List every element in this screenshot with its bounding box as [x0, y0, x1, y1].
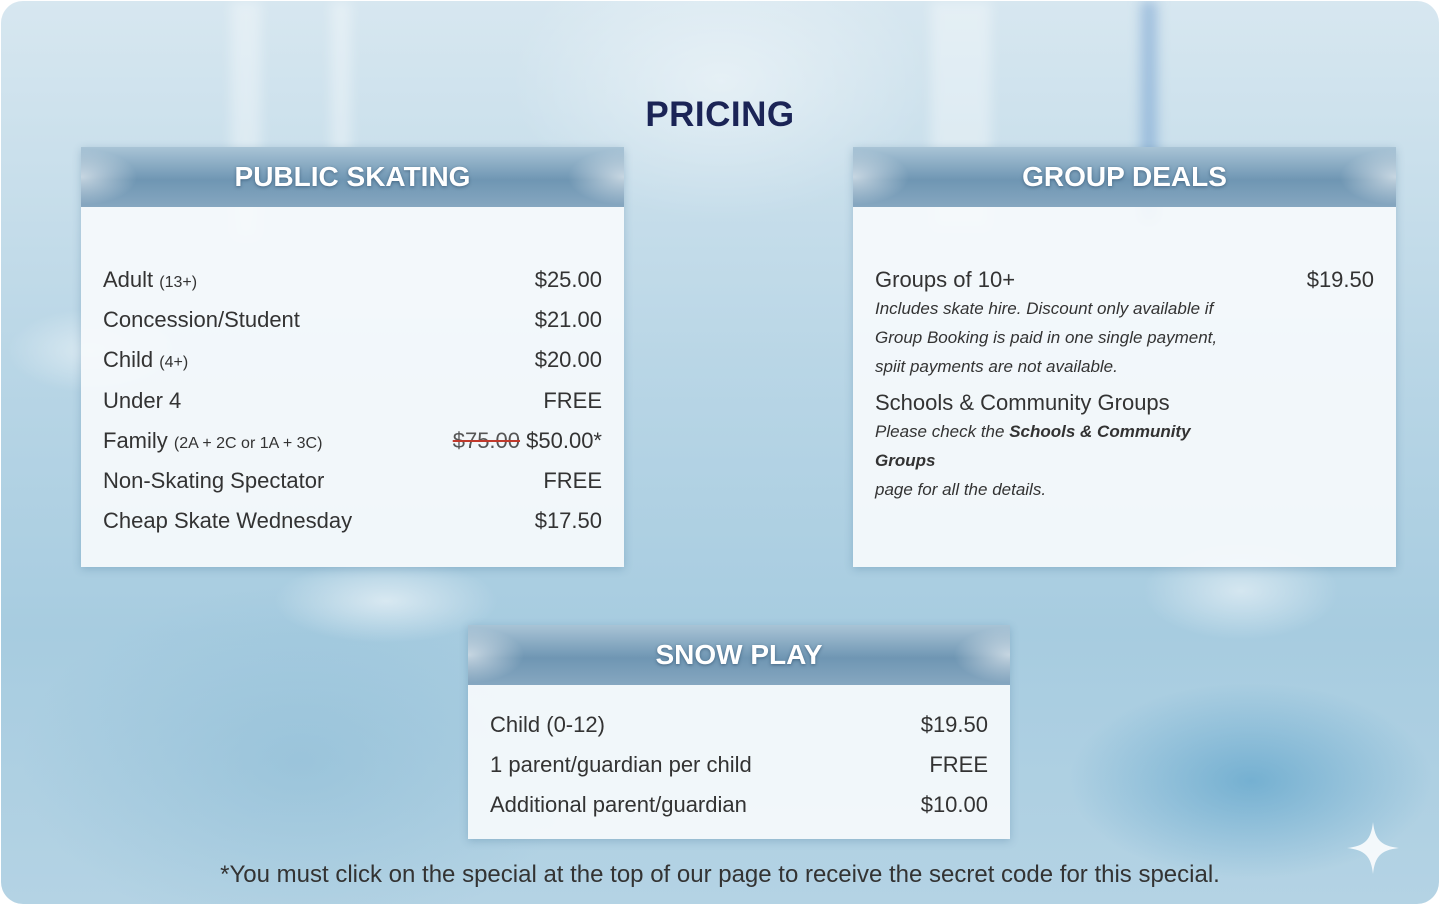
- price-row-adult: [103, 260, 602, 300]
- price-value: $25.00: [534, 267, 602, 292]
- groups-note: Includes skate hire. Discount only available if Group Booking is paid in one single payment, spiit payments are not available.: [875, 299, 1218, 377]
- price-row-under-4: [103, 381, 602, 421]
- price-value: [453, 421, 602, 461]
- price-row-snow-parent: [490, 745, 988, 785]
- price-label: Non-Skating Spectator: [103, 467, 325, 493]
- price-row-snow-child: [490, 705, 988, 745]
- snow-play-header: SNOW PLAY: [468, 625, 1010, 685]
- group-deals-content: [853, 207, 1396, 504]
- price-label: Cheap Skate Wednesday: [103, 508, 353, 534]
- price-label: Groups of 10+: [875, 267, 1016, 292]
- price-label: [103, 260, 197, 303]
- price-value: $20.00: [534, 347, 602, 373]
- label-text: Adult: [103, 267, 154, 292]
- label-text: Family: [103, 427, 168, 453]
- footer-note: *You must click on the special at the top of our page to receive the secret code for this special.: [220, 861, 1220, 888]
- price-value: $17.50: [534, 508, 602, 534]
- price-row-concession: [103, 300, 602, 340]
- page-title: PRICING: [645, 95, 795, 134]
- snow-play-card: [468, 625, 1010, 839]
- label-sub: (2A + 2C or 1A + 3C): [173, 434, 323, 452]
- price-row-snow-additional: [490, 785, 988, 825]
- label-sub: (4+): [159, 354, 189, 372]
- label-text: Child: [103, 347, 154, 373]
- price-value: $19.50: [920, 712, 988, 737]
- price-label: Concession/Student: [103, 307, 300, 333]
- price-value: FREE: [543, 467, 602, 493]
- price-value: FREE: [929, 752, 988, 778]
- price-row-child: [103, 340, 602, 380]
- price-value: $19.50: [1306, 267, 1374, 292]
- label-sub: (13+): [159, 274, 198, 291]
- price-label: Child (0-12): [490, 712, 605, 737]
- schools-label: Schools & Community Groups: [875, 390, 1170, 416]
- price-value: $10.00: [920, 792, 988, 818]
- note-text: Please check the: [875, 422, 1010, 442]
- special-price: $50.00*: [526, 427, 602, 453]
- group-deals-header: GROUP DEALS: [853, 147, 1396, 207]
- price-label: Additional parent/guardian: [490, 792, 747, 818]
- old-price: $75.00: [452, 427, 521, 453]
- price-row-spectator: [103, 461, 602, 501]
- price-label: [103, 340, 188, 383]
- note-text: page for all the details.: [875, 480, 1047, 500]
- price-label: [103, 421, 322, 464]
- price-row-cheap-skate: [103, 501, 602, 541]
- price-value: FREE: [543, 387, 602, 413]
- group-deals-card: [853, 147, 1396, 567]
- schools-note: [875, 417, 1255, 504]
- snow-play-list: [468, 685, 1010, 826]
- schools-community-link[interactable]: Schools & Community Groups: [875, 422, 1191, 471]
- pricing-page: [1, 1, 1439, 904]
- price-label: Under 4: [103, 387, 182, 413]
- price-value: $21.00: [534, 307, 602, 333]
- price-label: 1 parent/guardian per child: [490, 752, 752, 778]
- sparkle-icon: [1345, 820, 1401, 876]
- public-skating-list: [81, 207, 624, 541]
- public-skating-card: [81, 147, 624, 567]
- public-skating-header: PUBLIC SKATING: [81, 147, 624, 207]
- price-row-family: [103, 421, 602, 461]
